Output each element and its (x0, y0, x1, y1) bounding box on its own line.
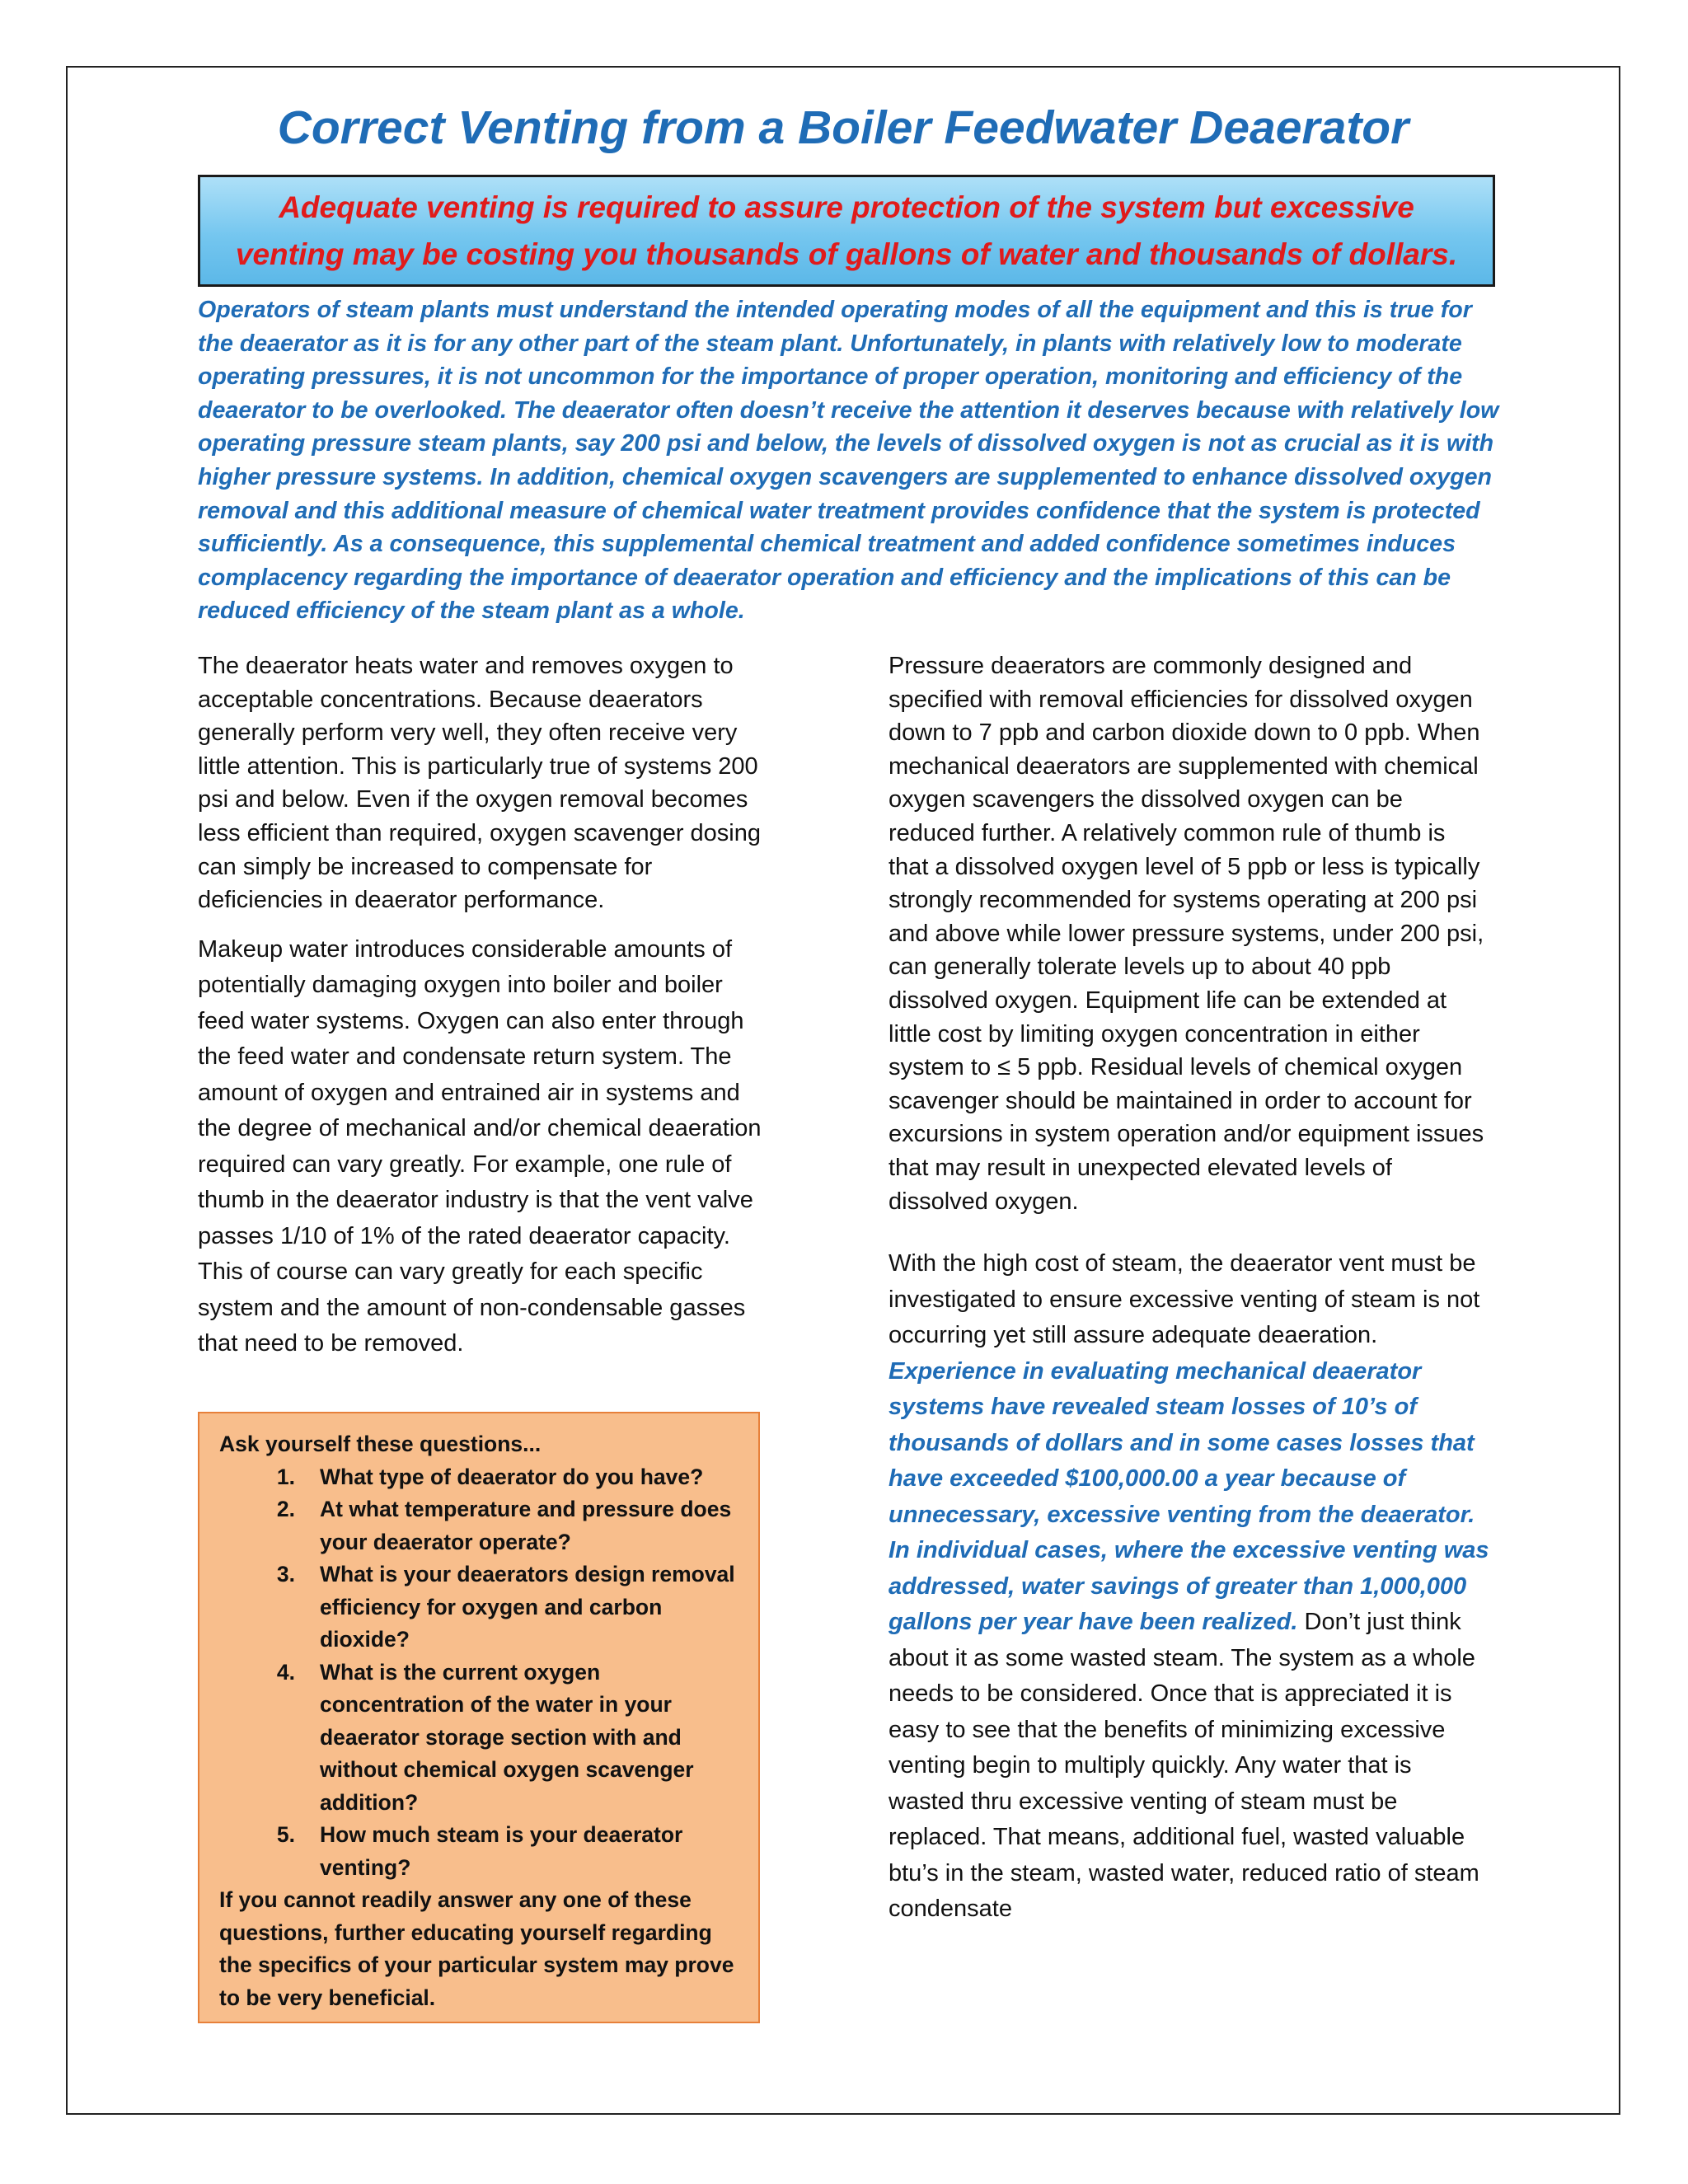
left-column (198, 649, 775, 1377)
question-text: At what temperature and pressure does your deaerator operate? (320, 1497, 732, 1554)
question-number: 1. (276, 1464, 295, 1489)
left-paragraph-2: Makeup water introduces considerable amounts of potentially damaging oxygen into boiler and boiler feed water systems. Oxygen can also enter through the feed water and condensate return system. The amount of oxygen and entrained air in systems and the degree of mechanical and/or chemical deaeration required can vary greatly. For example, one rule of thumb in the deaerator industry is that the vent valve passes 1/10 of 1% of the rated deaerator capacity. This of course can vary greatly for each specific system and the amount of non-condensable gasses that need to be removed. (198, 935, 762, 1357)
callout-closing-text: If you cannot readily answer any one of these questions, further educating yourself regarding the specifics of your particular system may prove to be very beneficial. (219, 1887, 734, 2010)
right-paragraph-2-emphasis: Experience in evaluating mechanical deaerator systems have revealed steam losses of 10’s of thousands of dollars and in some cases losses that have exceeded $100,000.00 a year because of unnecessary, excessive venting from the deaerator. In individual cases, where the excessive venting was addressed, water savings of greater than 1,000,000 gallons per year have been realized. (889, 1357, 1489, 1636)
left-paragraph-1: The deaerator heats water and removes oxygen to acceptable concentrations. Because deaerators generally perform very well, they often receive very little attention. This is particularly true of systems 200 psi and below. Even if the oxygen removal becomes less efficient than required, oxygen scavenger dosing can simply be increased to compensate for deficiencies in deaerator performance. (198, 653, 762, 914)
question-text: What type of deaerator do you have? (320, 1464, 704, 1489)
question-text: What is your deaerators design removal efficiency for oxygen and carbon dioxide? (320, 1562, 735, 1652)
subtitle-line-1: Adequate venting is required to assure protection of the system but excessive (279, 190, 1414, 224)
right-paragraph-1: Pressure deaerators are commonly designed and specified with removal efficiencies for dissolved oxygen down to 7 ppb and carbon dioxide down to 0 ppb. When mechanical deaerators are supplemented with chemical oxygen scavengers the dissolved oxygen can be reduced further. A relatively common rule of thumb is that a dissolved oxygen level of 5 ppb or less is typically strongly recommended for systems operating at 200 psi and above while lower pressure systems, under 200 psi, can generally tolerate levels up to about 40 ppb dissolved oxygen. Equipment life can be extended at little cost by limiting oxygen concentration in either system to ≤ 5 ppb. Residual levels of chemical oxygen scavenger should be maintained in order to account for excursions in system operation and/or equipment issues that may result in unexpected elevated levels of dissolved oxygen. (889, 653, 1484, 1215)
right-column (889, 649, 1490, 1943)
callout-heading: Ask yourself these questions... (219, 1432, 542, 1456)
right-paragraph-2-start: With the high cost of steam, the deaerator vent must be investigated to ensure excessive venting of steam is not occurring yet still assure adequate deaeration. (889, 1250, 1480, 1349)
right-paragraph-2-end: Don’t just think about it as some wasted steam. The system as a whole needs to be considered. Once that is appreciated it is easy to see that the benefits of minimizing excessive venting begin to multiply quickly. Any water that is wasted thru excessive venting of steam must be replaced. That means, additional fuel, wasted valuable btu’s in the steam, wasted water, reduced ratio of steam condensate (889, 1609, 1479, 1923)
question-item (219, 1558, 738, 1657)
question-number: 4. (276, 1659, 295, 1685)
intro-paragraph: Operators of steam plants must understand the intended operating modes of all the equipment and this is true for the deaerator as it is for any other part of the steam plant. Unfortunately, in plants with relatively low to moderate operating pressures, it is not uncommon for the importance of proper operation, monitoring and efficiency of the deaerator to be overlooked. The deaerator often doesn’t receive the attention it deserves because with relatively low operating pressure steam plants, say 200 psi and below, the levels of dissolved oxygen is not as crucial as it is with higher pressure systems. In addition, chemical oxygen scavengers are supplemented to enhance dissolved oxygen removal and this additional measure of chemical water treatment provides confidence that the system is protected sufficiently. As a consequence, this supplemental chemical treatment and added confidence sometimes induces complacency regarding the importance of deaerator operation and efficiency and the implications of this can be reduced efficiency of the steam plant as a whole. (198, 297, 1499, 625)
question-text: What is the current oxygen concentration of the water in your deaerator storage section with and without chemical oxygen scavenger addition? (320, 1659, 694, 1815)
question-number: 5. (276, 1822, 295, 1847)
question-item (219, 1493, 738, 1558)
subtitle-line-2: venting may be costing you thousands of gallons of water and thousands of dollars. (235, 237, 1458, 271)
right-paragraph-2 (889, 1246, 1490, 1928)
subtitle-banner (198, 175, 1495, 287)
document-title: Correct Venting from a Boiler Feedwater Deaerator (277, 101, 1409, 154)
question-number: 3. (276, 1562, 295, 1586)
question-item (219, 1461, 738, 1494)
question-text: How much steam is your deaerator venting? (320, 1822, 683, 1880)
question-item (219, 1657, 738, 1820)
question-item (219, 1819, 738, 1884)
question-list (219, 1461, 738, 1885)
question-number: 2. (276, 1497, 295, 1521)
questions-callout-box (198, 1412, 760, 2023)
